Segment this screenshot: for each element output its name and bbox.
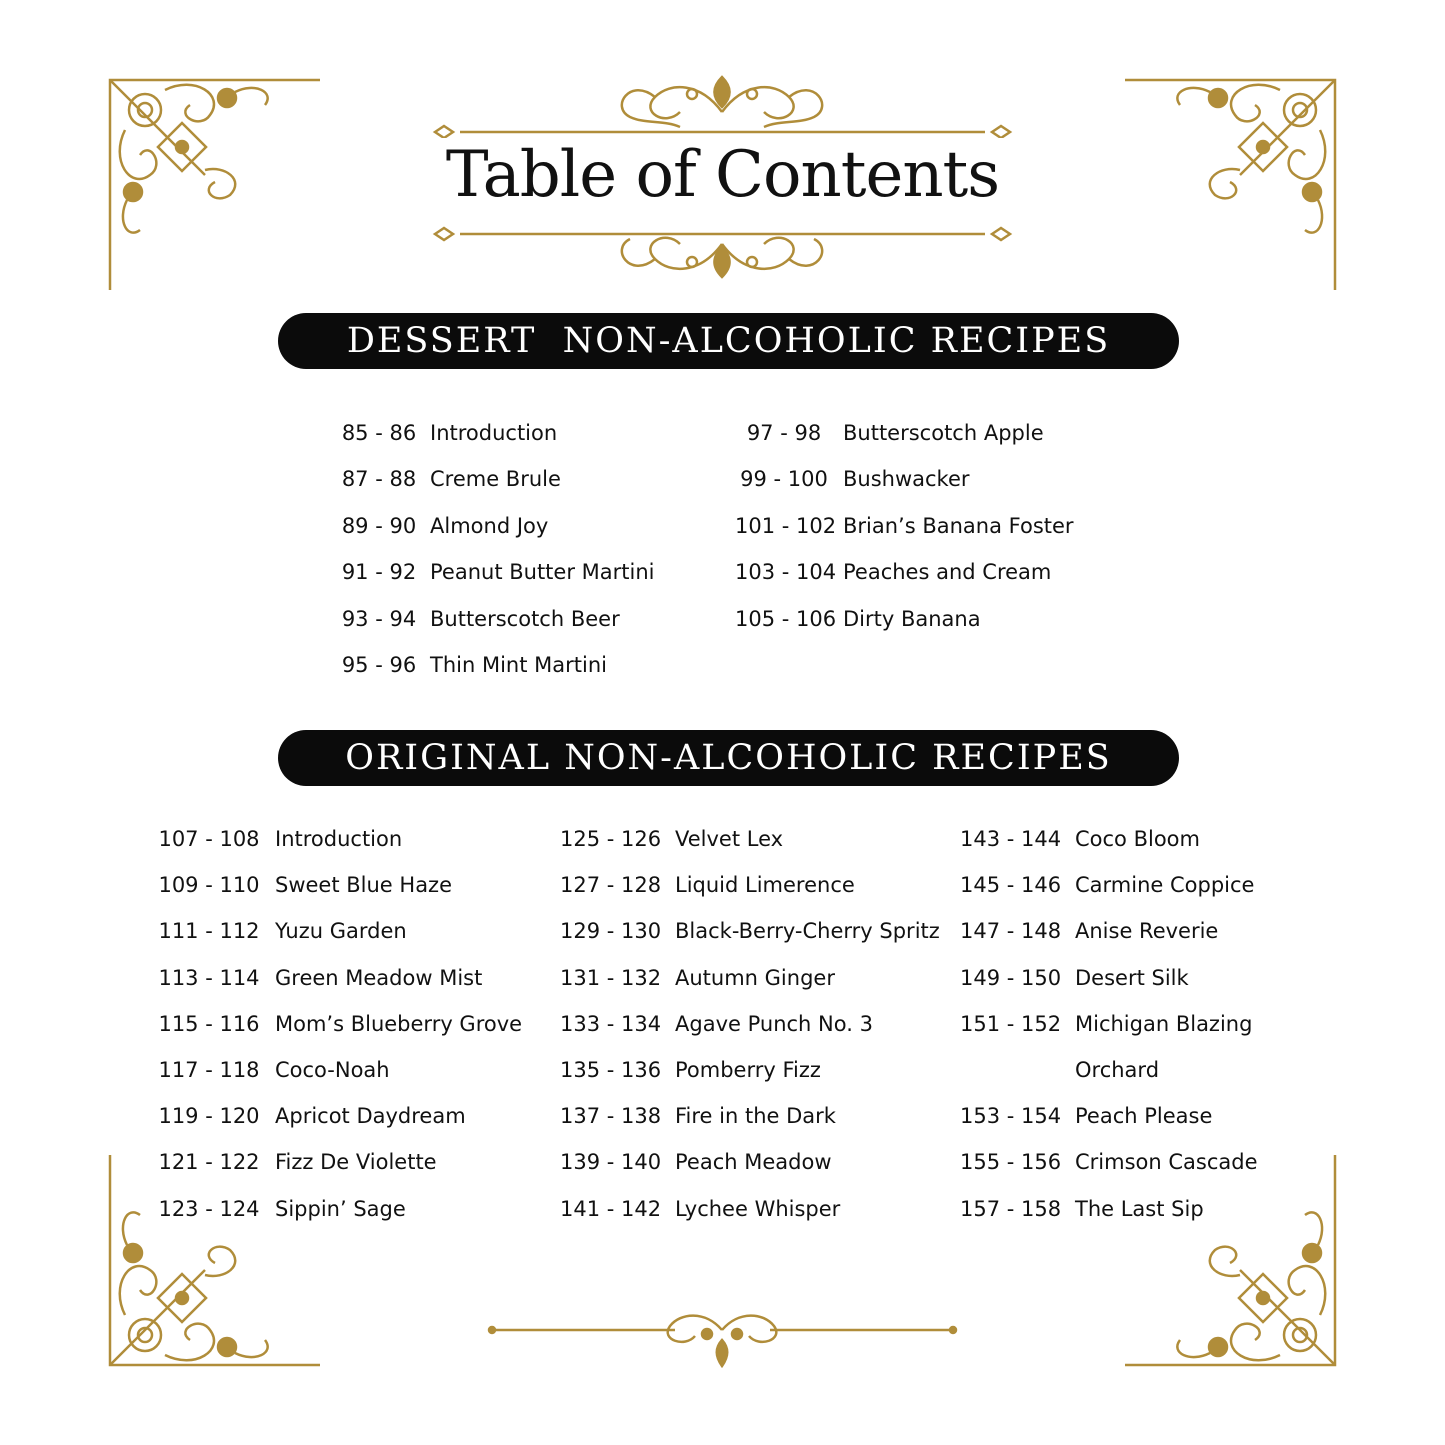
recipe-name: Pomberry Fizz (675, 1058, 821, 1082)
recipe-name: Apricot Daydream (275, 1104, 466, 1129)
toc-entry (330, 418, 557, 448)
recipe-name: The Last Sip (1075, 1196, 1204, 1221)
toc-entry (560, 824, 783, 854)
page-range: 85 - 86 (341, 421, 417, 445)
page-range: 133 - 134 (560, 1011, 662, 1036)
page-range: 103 - 104 (735, 560, 837, 585)
flourish-footer-icon (485, 1308, 960, 1370)
page-range: 127 - 128 (560, 873, 662, 898)
toc-entry (155, 1101, 466, 1131)
recipe-name: Introduction (275, 827, 403, 851)
corner-ornament-icon (105, 1145, 335, 1375)
page-range: 93 - 94 (341, 606, 417, 631)
recipe-name: Peaches and Cream (843, 560, 1052, 585)
page-range: 99 - 100 (740, 467, 828, 492)
toc-entry (960, 1101, 1212, 1131)
toc-entry (735, 511, 1074, 541)
recipe-name: Velvet Lex (675, 827, 784, 851)
toc-entry (960, 963, 1189, 993)
page-range: 151 - 152 (960, 1011, 1062, 1036)
page-range: 107 - 108 (158, 827, 260, 851)
page-range: 153 - 154 (960, 1104, 1062, 1129)
page-range: 145 - 146 (960, 873, 1062, 898)
toc-entry (960, 824, 1200, 854)
page-range: 87 - 88 (341, 467, 417, 492)
page-range: 105 - 106 (735, 606, 837, 631)
flourish-top-icon (430, 72, 1015, 138)
toc-entry (330, 650, 607, 680)
recipe-name: Butterscotch Beer (430, 606, 620, 631)
flourish-bottom-icon (430, 222, 1015, 282)
toc-entry (960, 1009, 1252, 1039)
page-range: 115 - 116 (158, 1011, 260, 1036)
toc-entry (560, 1009, 873, 1039)
toc-entry (560, 1101, 836, 1131)
recipe-name: Lychee Whisper (675, 1196, 841, 1221)
recipe-name: Black-Berry-Cherry Spritz (675, 919, 940, 944)
toc-entry (735, 557, 1051, 587)
recipe-name: Fire in the Dark (675, 1104, 836, 1129)
page-range: 123 - 124 (158, 1196, 260, 1221)
recipe-name: Crimson Cascade (1075, 1150, 1258, 1175)
recipe-name: Michigan Blazing (1075, 1011, 1253, 1036)
page-range: 125 - 126 (560, 827, 662, 851)
recipe-name: Autumn Ginger (675, 965, 835, 990)
recipe-name: Yuzu Garden (275, 919, 407, 944)
section-banner-original: ORIGINAL NON-ALCOHOLIC RECIPES (278, 730, 1179, 786)
toc-entry (960, 1147, 1258, 1177)
toc-entry (155, 870, 452, 900)
recipe-name: Orchard (1075, 1058, 1160, 1082)
recipe-name: Peach Please (1075, 1104, 1213, 1129)
page-range: 95 - 96 (341, 653, 417, 677)
recipe-name: Fizz De Violette (275, 1150, 437, 1175)
toc-entry (330, 557, 654, 587)
toc-entry (735, 464, 970, 494)
recipe-name: Coco-Noah (275, 1058, 390, 1082)
page-range: 141 - 142 (560, 1196, 662, 1221)
toc-entry (330, 464, 561, 494)
recipe-name: Thin Mint Martini (430, 653, 607, 677)
toc-entry (960, 916, 1218, 946)
corner-ornament-icon (1110, 1145, 1340, 1375)
toc-entry (155, 1055, 390, 1085)
toc-entry (155, 1009, 522, 1039)
page-range: 147 - 148 (960, 919, 1062, 944)
toc-entry (735, 604, 981, 634)
recipe-name: Peanut Butter Martini (430, 560, 655, 585)
recipe-name: Agave Punch No. 3 (675, 1011, 873, 1036)
page-range: 143 - 144 (960, 827, 1062, 851)
page-range: 139 - 140 (560, 1150, 662, 1175)
toc-entry (155, 1194, 406, 1224)
page-range: 101 - 102 (735, 513, 837, 538)
page-range: 111 - 112 (158, 919, 260, 944)
recipe-name: Desert Silk (1075, 965, 1189, 990)
page-range: 129 - 130 (560, 919, 662, 944)
page-range: 117 - 118 (158, 1058, 260, 1082)
page-range: 113 - 114 (158, 965, 260, 990)
toc-entry (560, 916, 940, 946)
recipe-name: Creme Brule (430, 467, 561, 492)
recipe-name: Liquid Limerence (675, 873, 855, 898)
toc-entry (155, 1147, 437, 1177)
recipe-name: Sippin’ Sage (275, 1196, 406, 1221)
page-range: 91 - 92 (341, 560, 417, 585)
page-range: 157 - 158 (960, 1196, 1062, 1221)
recipe-name: Anise Reverie (1075, 919, 1219, 944)
recipe-name: Green Meadow Mist (275, 965, 483, 990)
page-range: 155 - 156 (960, 1150, 1062, 1175)
toc-entry (960, 870, 1254, 900)
toc-entry (735, 418, 1044, 448)
recipe-name: Carmine Coppice (1075, 873, 1255, 898)
page-range: 97 - 98 (746, 421, 822, 445)
recipe-name: Dirty Banana (843, 606, 981, 631)
page-range: 131 - 132 (560, 965, 662, 990)
recipe-name: Mom’s Blueberry Grove (275, 1011, 523, 1036)
page-range: 119 - 120 (158, 1104, 260, 1129)
toc-entry (560, 870, 855, 900)
recipe-name: Sweet Blue Haze (275, 873, 453, 898)
recipe-name: Bushwacker (843, 467, 970, 492)
toc-entry (155, 824, 402, 854)
toc-entry (330, 511, 548, 541)
page-range: 109 - 110 (158, 873, 260, 898)
page-title: Table of Contents (445, 138, 1000, 212)
toc-entry (155, 916, 407, 946)
recipe-name: Introduction (430, 421, 558, 445)
toc-entry (560, 1194, 840, 1224)
toc-entry (155, 963, 482, 993)
toc-entry (560, 963, 835, 993)
page-range: 149 - 150 (960, 965, 1062, 990)
toc-entry (560, 1055, 821, 1085)
toc-entry (560, 1147, 832, 1177)
toc-entry (330, 604, 620, 634)
toc-entry (960, 1055, 1159, 1085)
recipe-name: Peach Meadow (675, 1150, 832, 1175)
page-range: 121 - 122 (158, 1150, 260, 1175)
recipe-name: Almond Joy (430, 513, 549, 538)
recipe-name: Coco Bloom (1075, 827, 1200, 851)
recipe-name: Butterscotch Apple (843, 421, 1044, 445)
page-range: 137 - 138 (560, 1104, 662, 1129)
page-range: 89 - 90 (341, 513, 417, 538)
page-range: 135 - 136 (560, 1058, 662, 1082)
toc-entry (960, 1194, 1204, 1224)
recipe-name: Brian’s Banana Foster (843, 513, 1074, 538)
section-banner-dessert: DESSERT NON-ALCOHOLIC RECIPES (278, 313, 1179, 369)
